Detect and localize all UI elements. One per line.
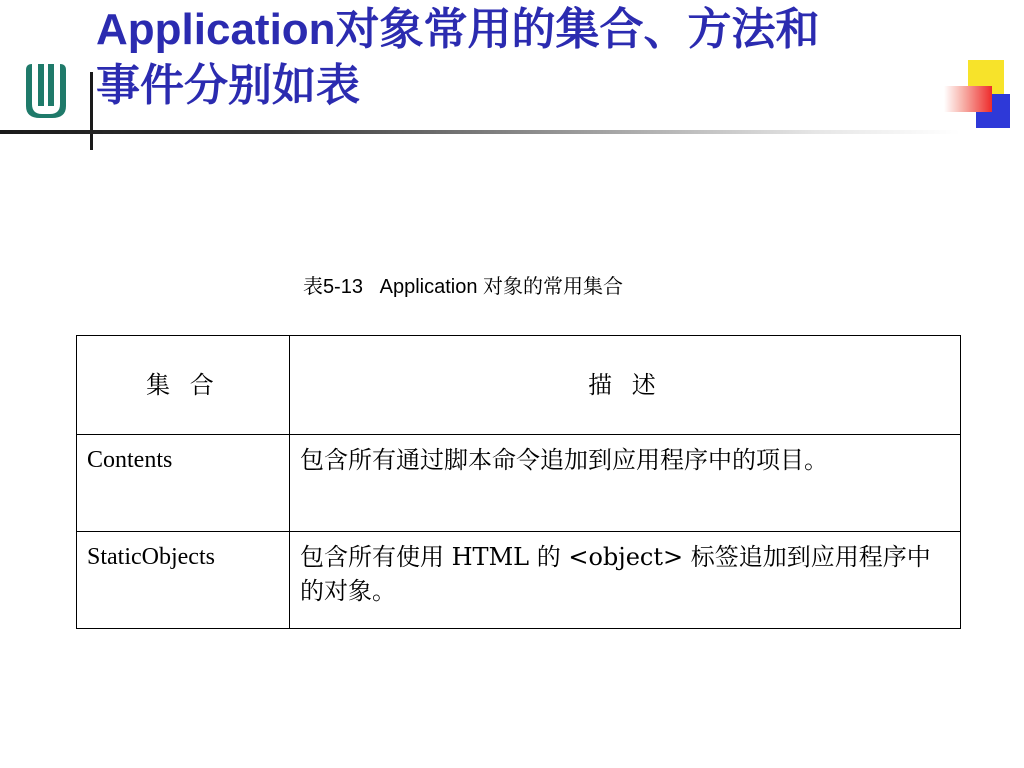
table-caption xyxy=(0,270,926,299)
header-collection: 集 合 xyxy=(77,336,290,435)
slide-title xyxy=(96,2,996,114)
table-row xyxy=(77,532,961,629)
table-header-row xyxy=(77,336,961,435)
collections-table xyxy=(76,335,961,629)
red-square xyxy=(944,86,992,112)
cell-description: 包含所有使用 HTML 的 <object> 标签追加到应用程序中的对象。 xyxy=(290,532,961,629)
logo-icon xyxy=(20,60,72,122)
cell-description: 包含所有通过脚本命令追加到应用程序中的项目。 xyxy=(290,435,961,532)
cell-collection: Contents xyxy=(77,435,290,532)
header-description: 描 述 xyxy=(290,336,961,435)
slide-title-line-2: 事件分别如表 xyxy=(96,61,360,110)
caption-number: 5-13 xyxy=(322,276,363,298)
caption-name: Application xyxy=(379,276,478,298)
decorative-squares xyxy=(944,60,1024,130)
caption-suffix: 对象的常用集合 xyxy=(483,274,624,298)
slide-title-line-1: Application对象常用的集合、方法和 xyxy=(96,5,820,54)
header-divider xyxy=(0,130,960,134)
cell-collection: StaticObjects xyxy=(77,532,290,629)
table-row xyxy=(77,435,961,532)
vertical-divider xyxy=(90,72,93,150)
caption-prefix: 表 xyxy=(302,274,323,298)
